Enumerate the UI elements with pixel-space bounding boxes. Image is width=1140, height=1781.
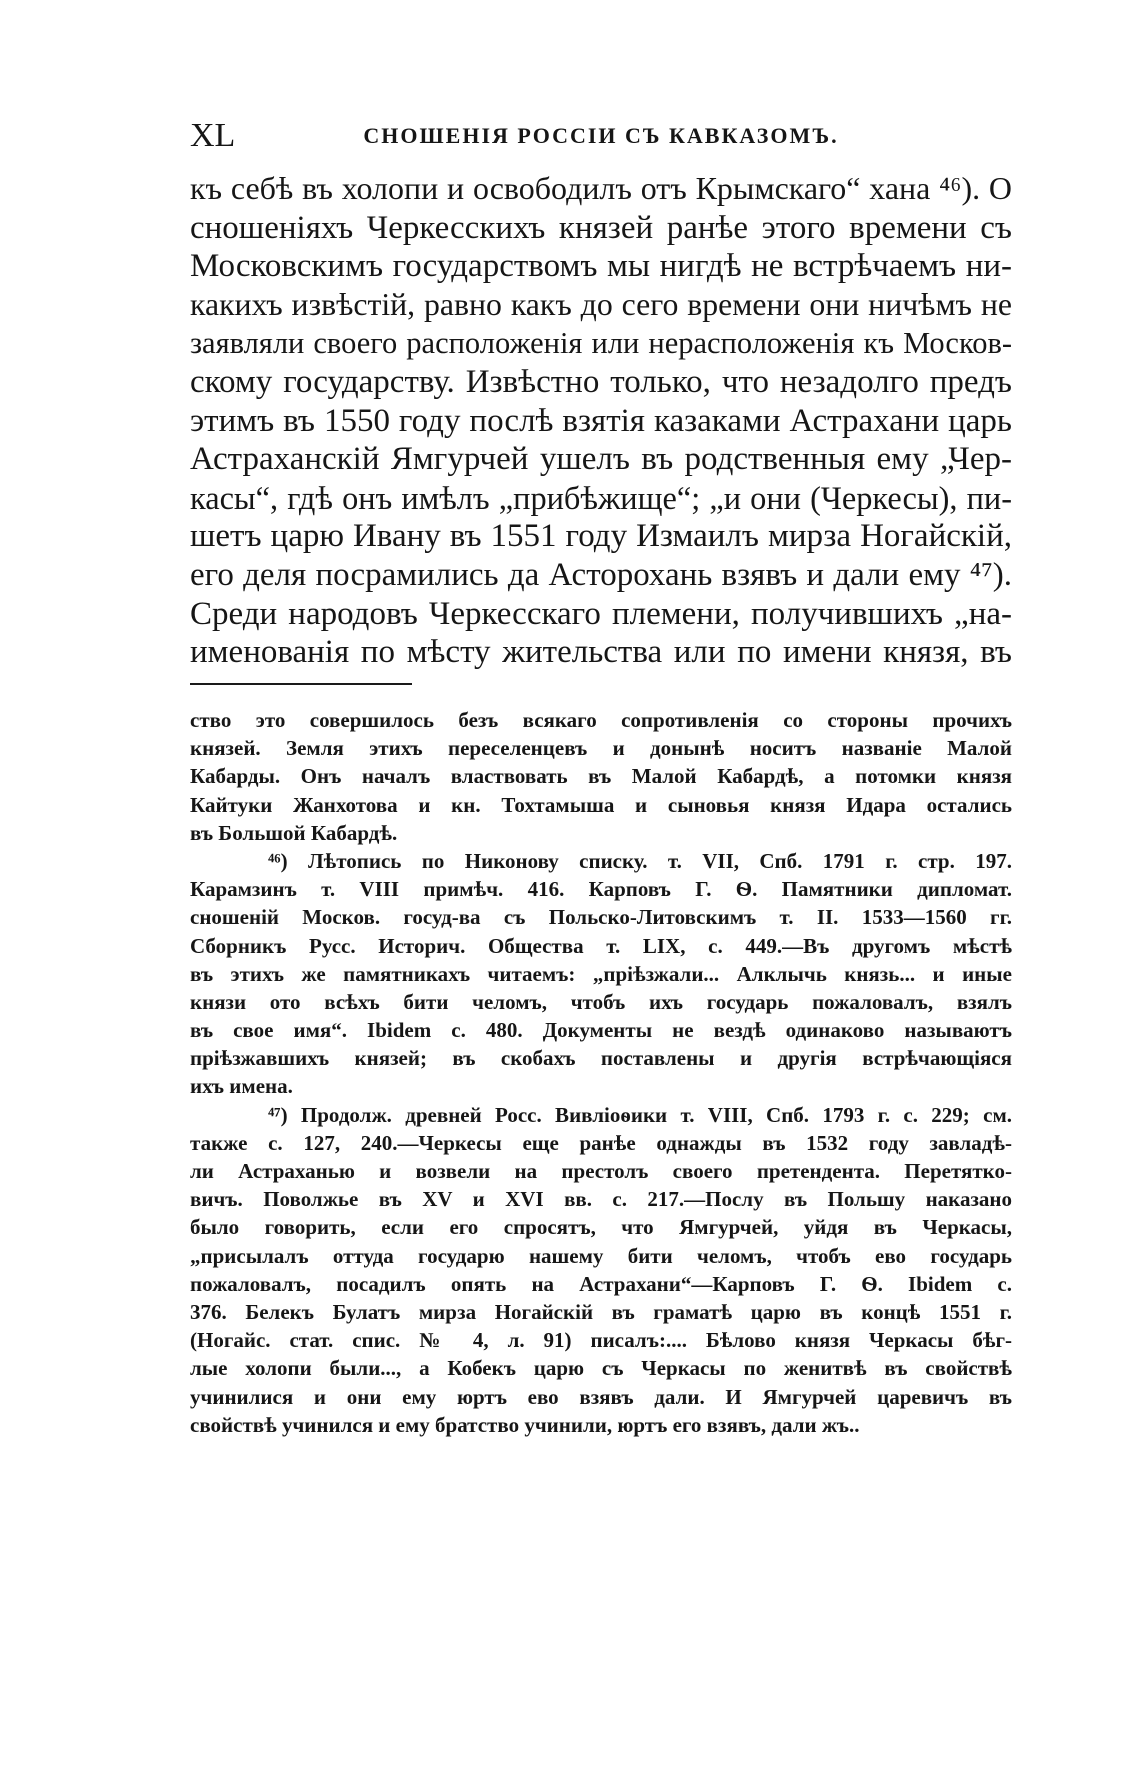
page-header [190, 116, 1012, 156]
footnote-line: вичъ. Поволжье въ XV и XVI вв. с. 217.—Послу въ Польшу наказано [190, 1187, 1012, 1212]
footnote-line: сношеній Москов. госуд-ва съ Польско-Литовскимъ т. II. 1533—1560 гг. [190, 905, 1012, 930]
text-line: Среди народовъ Черкесскаго племени, получившихъ „на- [190, 595, 1012, 632]
footnote-line: въ свое имя“. Ibidem с. 480. Документы не вездѣ одинаково называютъ [190, 1018, 1012, 1043]
text-line: заявляли своего расположенія или нерасположенія къ Москов- [190, 326, 1012, 361]
main-text [190, 170, 1012, 672]
footnotes [190, 706, 1012, 1439]
text-line: касы“, гдѣ онъ имѣлъ „прибѣжище“; „и они (Черкесы), пи- [190, 479, 1012, 516]
footnote-separator [190, 683, 412, 685]
footnote-line: ли Астраханью и возвели на престолъ своего претендента. Перетятко- [190, 1159, 1012, 1183]
text-line: скому государству. Извѣстно только, что незадолго предъ [190, 363, 1012, 400]
footnote-line: князи ото всѣхъ бити челомъ, чтобъ ихъ государь пожаловалъ, взялъ [190, 989, 1012, 1014]
footnote-line: „присылалъ оттуда государю нашему бити челомъ, чтобъ ево государь [190, 1243, 1012, 1268]
footnote-line: Карамзинъ т. VIII примѣч. 416. Карповъ Г. Ѳ. Памятники дипломат. [190, 877, 1012, 902]
text-line: сношеніяхъ Черкесскихъ князей ранѣе этого времени съ [190, 209, 1012, 246]
text-line: этимъ въ 1550 году послѣ взятія казаками Астрахани царь [190, 402, 1012, 439]
footnote-line: Кабарды. Онъ началъ властвовать въ Малой Кабардѣ, а потомки князя [190, 764, 1012, 789]
footnote-line: ⁴⁶) Лѣтопись по Никонову списку. т. VII, Спб. 1791 г. стр. 197. [268, 848, 1012, 873]
text-line: какихъ извѣстій, равно какъ до сего времени они ничѣмъ не [190, 286, 1012, 322]
footnote-line: 376. Белекъ Булатъ мирза Ногайскій въ граматѣ царю въ концѣ 1551 г. [190, 1299, 1012, 1324]
text-line: его деля посрамились да Асторохань взявъ и дали ему ⁴⁷). [190, 556, 1012, 593]
footnote-line: Кайтуки Жанхотова и кн. Тохтамыша и сыновья князя Идара остались [190, 792, 1012, 817]
footnote-line: ⁴⁷) Продолж. древней Росс. Вивліоѳики т. VIII, Спб. 1793 г. с. 229; см. [268, 1102, 1012, 1127]
footnote-line: свойствѣ учинился и ему братство учинили, юртъ его взявъ, дали жъ.. [190, 1412, 860, 1437]
footnote-line: Сборникъ Русс. Историч. Общества т. LIX, с. 449.—Въ другомъ мѣстѣ [190, 933, 1012, 958]
footnote-line: въ этихъ же памятникахъ читаемъ: „пріѣзжали... Алклычь князь... и иные [190, 961, 1012, 986]
text-line: Московскимъ государствомъ мы нигдѣ не встрѣчаемъ ни- [190, 248, 1012, 285]
footnote-line: лые холопи были..., а Кобекъ царю съ Черкасы по женитвѣ въ свойствѣ [190, 1356, 1012, 1381]
page-number: XL [190, 117, 236, 154]
footnote-line: въ Большой Кабардѣ. [190, 820, 398, 845]
text-line: именованія по мѣсту жительства или по имени князя, въ [190, 634, 1012, 671]
running-title: СНОШЕНІЯ РОССІИ СЪ КАВКАЗОМЪ. [363, 123, 839, 148]
footnote-line: князей. Земля этихъ переселенцевъ и донынѣ носитъ названіе Малой [190, 736, 1012, 761]
footnote-line: также с. 127, 240.—Черкесы еще ранѣе однажды въ 1532 году завладѣ- [190, 1130, 1012, 1155]
footnote-46 [190, 847, 1012, 1101]
footnote-line: пожаловалъ, посадилъ опять на Астрахани“—Карповъ Г. Ѳ. Ibidem с. [190, 1271, 1012, 1296]
footnote-line: (Ногайс. стат. спис. № 4, л. 91) писалъ:.... Бѣлово князя Черкасы бѣг- [190, 1328, 1012, 1353]
footnote-line: было говорить, если его спросятъ, что Ямгурчей, уйдя въ Черкасы, [190, 1215, 1012, 1240]
footnote-line: учинилися и они ему юртъ ево взявъ дали. И Ямгурчей царевичъ въ [190, 1384, 1012, 1409]
footnote-continuation [190, 706, 1012, 847]
text-line: Астраханскій Ямгурчей ушелъ въ родственныя ему „Чер- [190, 441, 1012, 478]
text-line: къ себѣ въ холопи и освободилъ отъ Крымскаго“ хана ⁴⁶). О [190, 171, 1012, 206]
footnote-line: пріѣзжавшихъ князей; въ скобахъ поставлены и другія встрѣчающіяся [190, 1046, 1012, 1071]
text-line: шетъ царю Ивану въ 1551 году Измаилъ мирза Ногайскій, [190, 518, 1012, 555]
footnote-line: ство это совершилось безъ всякаго сопротивленія со стороны прочихъ [190, 708, 1012, 732]
footnote-47 [190, 1101, 1012, 1439]
footnote-line: ихъ имена. [190, 1074, 293, 1099]
